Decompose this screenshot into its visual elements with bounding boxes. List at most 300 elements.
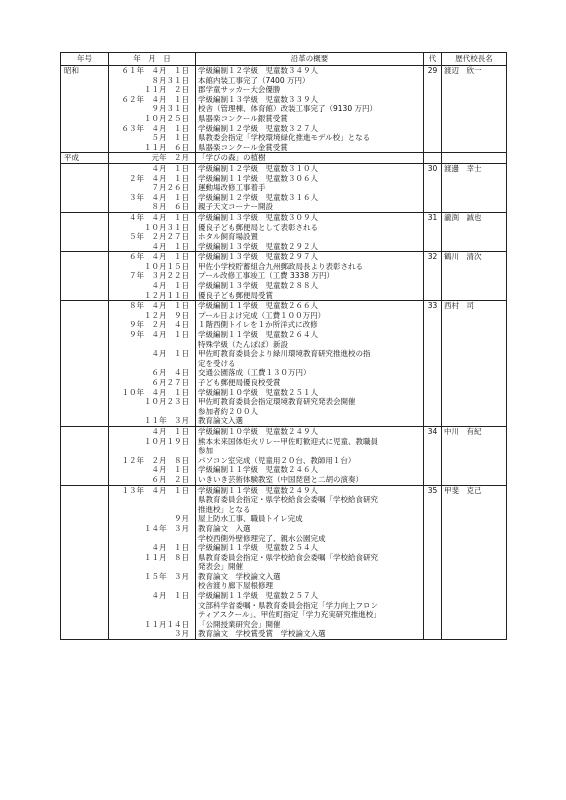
principal-cell: 中川 有紀 bbox=[442, 426, 507, 436]
table-row bbox=[61, 543, 507, 553]
principal-cell: 瀧渕 誠也 bbox=[442, 212, 507, 222]
table-row bbox=[61, 320, 507, 330]
date-cell: １２年 ２月 ８日 bbox=[109, 456, 196, 466]
summary-cell: 運動場改修工事着手 bbox=[196, 183, 424, 193]
era-cell bbox=[61, 124, 109, 134]
era-cell bbox=[61, 95, 109, 105]
date-cell: １０月２５日 bbox=[109, 114, 196, 124]
principal-cell bbox=[442, 349, 507, 359]
table-row bbox=[61, 524, 507, 534]
date-cell: ７年 ３月２２日 bbox=[109, 271, 196, 281]
summary-cell: 学校西側外壁修理完了、親水公園完成 bbox=[196, 534, 424, 544]
date-cell: ４月 １日 bbox=[109, 426, 196, 436]
summary-cell: 屋上防水工事、職員トイレ完成 bbox=[196, 514, 424, 524]
generation-cell bbox=[424, 543, 442, 553]
table-row bbox=[61, 610, 507, 620]
summary-cell: 参加者約２００人 bbox=[196, 407, 424, 417]
principal-cell bbox=[442, 378, 507, 388]
date-cell bbox=[109, 610, 196, 620]
table-row bbox=[61, 242, 507, 252]
table-row bbox=[61, 153, 507, 164]
table-row bbox=[61, 252, 507, 262]
date-cell: ６年 ４月 １日 bbox=[109, 252, 196, 262]
summary-cell: プール日よけ完成（工費１００万円） bbox=[196, 311, 424, 321]
generation-cell bbox=[424, 104, 442, 114]
generation-cell bbox=[424, 183, 442, 193]
table-row bbox=[61, 301, 507, 311]
generation-cell bbox=[424, 629, 442, 639]
principal-cell bbox=[442, 311, 507, 321]
date-cell: １２月 ９日 bbox=[109, 311, 196, 321]
table-row bbox=[61, 291, 507, 301]
table-row bbox=[61, 85, 507, 95]
era-cell bbox=[61, 495, 109, 505]
date-cell: ９年 ２月 ４日 bbox=[109, 320, 196, 330]
summary-cell: ホタル飼育場設置 bbox=[196, 232, 424, 242]
generation-cell bbox=[424, 475, 442, 485]
principal-cell bbox=[442, 437, 507, 447]
date-cell: ９月３１日 bbox=[109, 104, 196, 114]
era-cell bbox=[61, 174, 109, 184]
summary-cell: 校舎（管理棟、体育館）改装工事完了（9130 万円） bbox=[196, 104, 424, 114]
table-row bbox=[61, 388, 507, 398]
table-row bbox=[61, 202, 507, 212]
generation-cell bbox=[424, 581, 442, 591]
generation-cell: 35 bbox=[424, 485, 442, 495]
era-cell bbox=[61, 183, 109, 193]
date-cell: ６月 ４日 bbox=[109, 368, 196, 378]
date-cell bbox=[109, 534, 196, 544]
era-cell bbox=[61, 163, 109, 173]
summary-cell: 県教委会指定「学校環境緑化推進モデル校」となる bbox=[196, 133, 424, 143]
generation-cell bbox=[424, 591, 442, 601]
generation-cell bbox=[424, 262, 442, 272]
principal-cell bbox=[442, 397, 507, 407]
summary-cell: 県器楽コンクール銀賞受賞 bbox=[196, 114, 424, 124]
principal-cell bbox=[442, 133, 507, 143]
era-cell bbox=[61, 572, 109, 582]
principal-cell bbox=[442, 262, 507, 272]
generation-cell bbox=[424, 572, 442, 582]
principal-cell: 渡邊 幸士 bbox=[442, 163, 507, 173]
date-cell bbox=[109, 495, 196, 505]
era-cell bbox=[61, 505, 109, 515]
summary-cell: 学級編制１０学級 児童数２４９人 bbox=[196, 426, 424, 436]
date-cell: １１年 ３月 bbox=[109, 416, 196, 426]
principal-cell bbox=[442, 388, 507, 398]
generation-cell bbox=[424, 281, 442, 291]
table-row bbox=[61, 76, 507, 86]
summary-cell: 交通公園落成（工費１３０万円） bbox=[196, 368, 424, 378]
table-row bbox=[61, 193, 507, 203]
date-cell: １０月３１日 bbox=[109, 223, 196, 233]
generation-cell bbox=[424, 202, 442, 212]
summary-cell: 優良子ども郵便局として表彰される bbox=[196, 223, 424, 233]
date-cell: ５月 １日 bbox=[109, 133, 196, 143]
table-row bbox=[61, 163, 507, 173]
summary-cell: 学級編制１３学級 児童数３３９人 bbox=[196, 95, 424, 105]
summary-cell: プール改修工事竣工（工費 3338 万円） bbox=[196, 271, 424, 281]
table-row bbox=[61, 397, 507, 407]
generation-cell bbox=[424, 124, 442, 134]
date-cell bbox=[109, 446, 196, 456]
table-row bbox=[61, 349, 507, 359]
principal-cell bbox=[442, 85, 507, 95]
summary-cell: 教育論文入選 bbox=[196, 416, 424, 426]
table-row bbox=[61, 591, 507, 601]
date-cell: ５年 ２月２７日 bbox=[109, 232, 196, 242]
principal-cell bbox=[442, 514, 507, 524]
era-cell bbox=[61, 553, 109, 563]
date-cell: ８年 ４月 １日 bbox=[109, 301, 196, 311]
era-cell bbox=[61, 262, 109, 272]
principal-cell bbox=[442, 183, 507, 193]
era-cell bbox=[61, 426, 109, 436]
date-cell bbox=[109, 505, 196, 515]
principal-cell: 西村 司 bbox=[442, 301, 507, 311]
date-cell: ４月 １日 bbox=[109, 242, 196, 252]
era-cell bbox=[61, 252, 109, 262]
summary-cell: パソコン室完成（児童用２０台、教師用１台） bbox=[196, 456, 424, 466]
era-cell bbox=[61, 202, 109, 212]
principal-cell bbox=[442, 446, 507, 456]
table-row bbox=[61, 505, 507, 515]
era-cell bbox=[61, 311, 109, 321]
date-cell: １０月２３日 bbox=[109, 397, 196, 407]
era-cell bbox=[61, 330, 109, 340]
principal-cell bbox=[442, 291, 507, 301]
generation-cell bbox=[424, 76, 442, 86]
date-cell: １１月 ８日 bbox=[109, 553, 196, 563]
principal-cell bbox=[442, 340, 507, 350]
table-row bbox=[61, 311, 507, 321]
generation-cell bbox=[424, 505, 442, 515]
date-cell: ３月 bbox=[109, 629, 196, 639]
era-cell bbox=[61, 271, 109, 281]
principal-cell bbox=[442, 407, 507, 417]
summary-cell: 文部科学省委嘱・県教育委員会指定「学力向上フロン bbox=[196, 601, 424, 611]
principal-cell bbox=[442, 572, 507, 582]
date-cell: １０月１５日 bbox=[109, 262, 196, 272]
principal-cell bbox=[442, 174, 507, 184]
summary-cell: 学級編制１３学級 児童数２９７人 bbox=[196, 252, 424, 262]
date-cell: ４月 １日 bbox=[109, 465, 196, 475]
principal-cell bbox=[442, 629, 507, 639]
principal-cell bbox=[442, 456, 507, 466]
date-cell: ７月２６日 bbox=[109, 183, 196, 193]
era-cell bbox=[61, 534, 109, 544]
table-row bbox=[61, 514, 507, 524]
generation-cell bbox=[424, 397, 442, 407]
principal-cell bbox=[442, 543, 507, 553]
generation-cell bbox=[424, 330, 442, 340]
table-row bbox=[61, 553, 507, 563]
principal-cell bbox=[442, 610, 507, 620]
principal-cell bbox=[442, 359, 507, 369]
summary-cell: 学級編制１１学級 児童数２５４人 bbox=[196, 543, 424, 553]
principal-cell bbox=[442, 271, 507, 281]
generation-cell bbox=[424, 133, 442, 143]
generation-cell bbox=[424, 495, 442, 505]
generation-cell bbox=[424, 114, 442, 124]
principal-cell bbox=[442, 416, 507, 426]
summary-cell: いきいき芸術体験教室（中国琵琶と二胡の演奏） bbox=[196, 475, 424, 485]
table-row bbox=[61, 620, 507, 630]
table-row bbox=[61, 475, 507, 485]
era-cell bbox=[61, 212, 109, 222]
table-row bbox=[61, 330, 507, 340]
summary-cell: ティアスクール」、甲佐町指定「学力充実研究推進校」 bbox=[196, 610, 424, 620]
summary-cell: 熊本未来国体炬火リレー甲佐町歓迎式に児童、教職員 bbox=[196, 437, 424, 447]
date-cell: ６月 ２日 bbox=[109, 475, 196, 485]
generation-cell bbox=[424, 456, 442, 466]
table-row bbox=[61, 124, 507, 134]
era-cell bbox=[61, 514, 109, 524]
summary-cell: 学級編制１１学級 児童数２４６人 bbox=[196, 465, 424, 475]
principal-cell bbox=[442, 620, 507, 630]
summary-cell: 学級編制１２学級 児童数３１６人 bbox=[196, 193, 424, 203]
principal-cell bbox=[442, 223, 507, 233]
date-cell: ６月２７日 bbox=[109, 378, 196, 388]
principal-cell bbox=[442, 601, 507, 611]
date-cell bbox=[109, 601, 196, 611]
summary-cell: 学級編制１３学級 児童数３０９人 bbox=[196, 212, 424, 222]
era-cell bbox=[61, 407, 109, 417]
table-row bbox=[61, 485, 507, 495]
summary-cell: 教育論文 入選 bbox=[196, 524, 424, 534]
generation-cell bbox=[424, 407, 442, 417]
principal-cell bbox=[442, 281, 507, 291]
era-cell bbox=[61, 349, 109, 359]
summary-cell: 参加 bbox=[196, 446, 424, 456]
table-row bbox=[61, 232, 507, 242]
era-cell bbox=[61, 193, 109, 203]
date-cell bbox=[109, 581, 196, 591]
generation-cell bbox=[424, 242, 442, 252]
table-row bbox=[61, 581, 507, 591]
date-cell: １３年 ４月 １日 bbox=[109, 485, 196, 495]
era-cell bbox=[61, 465, 109, 475]
era-cell bbox=[61, 301, 109, 311]
summary-cell: 学級編制１１学級 児童数３０６人 bbox=[196, 174, 424, 184]
summary-cell: 学級編制１１学級 児童数２６４人 bbox=[196, 330, 424, 340]
era-cell bbox=[61, 232, 109, 242]
principal-cell bbox=[442, 505, 507, 515]
summary-cell: 甲佐町教育委員会指定環境教育研究発表会開催 bbox=[196, 397, 424, 407]
summary-cell: 県教育委員会指定・県学校給食会委嘱「学校給食研究 bbox=[196, 495, 424, 505]
date-cell: ６３年 ４月 １日 bbox=[109, 124, 196, 134]
era-cell bbox=[61, 320, 109, 330]
summary-cell: 本館内装工事完了（7400 万円） bbox=[196, 76, 424, 86]
principal-cell bbox=[442, 153, 507, 164]
generation-cell bbox=[424, 349, 442, 359]
header-era: 年号 bbox=[61, 53, 109, 66]
summary-cell: 学級編制１２学級 児童数３４９人 bbox=[196, 66, 424, 76]
date-cell: １０月１９日 bbox=[109, 437, 196, 447]
summary-cell: 学級編制１１学級 児童数２６６人 bbox=[196, 301, 424, 311]
table-row bbox=[61, 534, 507, 544]
principal-cell bbox=[442, 193, 507, 203]
summary-cell: 学級編制１２学級 児童数３２７人 bbox=[196, 124, 424, 134]
summary-cell: 学級編制１２学級 児童数３１０人 bbox=[196, 163, 424, 173]
table-row bbox=[61, 426, 507, 436]
table-row bbox=[61, 359, 507, 369]
principal-cell bbox=[442, 562, 507, 572]
date-cell: ８月３１日 bbox=[109, 76, 196, 86]
summary-cell: 学級編制１１学級 児童数２４９人 bbox=[196, 485, 424, 495]
era-cell bbox=[61, 416, 109, 426]
generation-cell bbox=[424, 620, 442, 630]
principal-cell bbox=[442, 114, 507, 124]
era-cell: 昭和 bbox=[61, 66, 109, 76]
era-cell bbox=[61, 562, 109, 572]
era-cell bbox=[61, 543, 109, 553]
date-cell bbox=[109, 340, 196, 350]
era-cell bbox=[61, 340, 109, 350]
generation-cell: 29 bbox=[424, 66, 442, 76]
principal-cell bbox=[442, 524, 507, 534]
era-cell bbox=[61, 388, 109, 398]
era-cell bbox=[61, 104, 109, 114]
generation-cell bbox=[424, 562, 442, 572]
principal-cell bbox=[442, 320, 507, 330]
generation-cell bbox=[424, 368, 442, 378]
generation-cell: 34 bbox=[424, 426, 442, 436]
table-row bbox=[61, 629, 507, 639]
generation-cell bbox=[424, 416, 442, 426]
principal-cell bbox=[442, 76, 507, 86]
date-cell: ４年 ４月 １日 bbox=[109, 212, 196, 222]
table-row bbox=[61, 368, 507, 378]
date-cell: ６２年 ４月 １日 bbox=[109, 95, 196, 105]
generation-cell bbox=[424, 271, 442, 281]
table-row bbox=[61, 262, 507, 272]
era-cell bbox=[61, 591, 109, 601]
table-row bbox=[61, 340, 507, 350]
generation-cell bbox=[424, 85, 442, 95]
generation-cell bbox=[424, 534, 442, 544]
generation-cell bbox=[424, 465, 442, 475]
header-principal: 歴代校長名 bbox=[442, 53, 507, 66]
table-row bbox=[61, 281, 507, 291]
table-body bbox=[61, 66, 507, 640]
table-row bbox=[61, 114, 507, 124]
table-row bbox=[61, 174, 507, 184]
era-cell bbox=[61, 629, 109, 639]
generation-cell bbox=[424, 320, 442, 330]
table-row bbox=[61, 143, 507, 153]
era-cell bbox=[61, 475, 109, 485]
date-cell: １２月１１日 bbox=[109, 291, 196, 301]
principal-cell bbox=[442, 95, 507, 105]
date-cell bbox=[109, 407, 196, 417]
principal-cell bbox=[442, 202, 507, 212]
summary-cell: １階西側トイレを１か所洋式に改修 bbox=[196, 320, 424, 330]
era-cell bbox=[61, 601, 109, 611]
summary-cell: 「学びの森」の植樹 bbox=[196, 153, 424, 164]
table-row bbox=[61, 223, 507, 233]
generation-cell bbox=[424, 143, 442, 153]
generation-cell bbox=[424, 524, 442, 534]
table-row bbox=[61, 456, 507, 466]
table-row bbox=[61, 437, 507, 447]
table-row bbox=[61, 378, 507, 388]
era-cell bbox=[61, 581, 109, 591]
generation-cell bbox=[424, 223, 442, 233]
principal-cell bbox=[442, 534, 507, 544]
date-cell bbox=[109, 359, 196, 369]
principal-cell bbox=[442, 368, 507, 378]
table-row bbox=[61, 465, 507, 475]
date-cell: １１月 ６日 bbox=[109, 143, 196, 153]
header-generation: 代 bbox=[424, 53, 442, 66]
era-cell bbox=[61, 223, 109, 233]
table-row bbox=[61, 271, 507, 281]
table-row bbox=[61, 133, 507, 143]
principal-cell bbox=[442, 232, 507, 242]
generation-cell: 31 bbox=[424, 212, 442, 222]
generation-cell bbox=[424, 446, 442, 456]
generation-cell bbox=[424, 514, 442, 524]
date-cell: ８月 ６日 bbox=[109, 202, 196, 212]
date-cell bbox=[109, 562, 196, 572]
summary-cell: 県器楽コンクール金賞受賞 bbox=[196, 143, 424, 153]
generation-cell: 33 bbox=[424, 301, 442, 311]
generation-cell bbox=[424, 153, 442, 164]
table-row bbox=[61, 495, 507, 505]
date-cell: ９月 bbox=[109, 514, 196, 524]
summary-cell: 教育論文 学校論文入選 bbox=[196, 572, 424, 582]
summary-cell: 学級編制１３学級 児童数２９２人 bbox=[196, 242, 424, 252]
date-cell: ４月 １日 bbox=[109, 281, 196, 291]
date-cell: ４月 １日 bbox=[109, 543, 196, 553]
date-cell: ９年 ４月 １日 bbox=[109, 330, 196, 340]
principal-cell bbox=[442, 465, 507, 475]
era-cell bbox=[61, 446, 109, 456]
generation-cell bbox=[424, 193, 442, 203]
header-date: 年 月 日 bbox=[109, 53, 196, 66]
date-cell: １５年 ３月 bbox=[109, 572, 196, 582]
table-row bbox=[61, 95, 507, 105]
era-cell bbox=[61, 524, 109, 534]
principal-cell bbox=[442, 495, 507, 505]
date-cell: 元年 ２月 bbox=[109, 153, 196, 164]
table-row bbox=[61, 183, 507, 193]
era-cell bbox=[61, 133, 109, 143]
generation-cell: 30 bbox=[424, 163, 442, 173]
table-row bbox=[61, 66, 507, 76]
principal-cell bbox=[442, 104, 507, 114]
principal-cell: 鶴川 清次 bbox=[442, 252, 507, 262]
date-cell: ４月 １日 bbox=[109, 591, 196, 601]
summary-cell: 甲佐小学校貯蓄組合九州郵政局長より表彰される bbox=[196, 262, 424, 272]
era-cell bbox=[61, 397, 109, 407]
date-cell: １４年 ３月 bbox=[109, 524, 196, 534]
generation-cell bbox=[424, 95, 442, 105]
generation-cell bbox=[424, 601, 442, 611]
era-cell bbox=[61, 281, 109, 291]
summary-cell: 発表会」開催 bbox=[196, 562, 424, 572]
era-cell bbox=[61, 359, 109, 369]
generation-cell bbox=[424, 553, 442, 563]
principal-cell bbox=[442, 475, 507, 485]
era-cell bbox=[61, 242, 109, 252]
principal-cell: 渡辺 欣一 bbox=[442, 66, 507, 76]
era-cell bbox=[61, 437, 109, 447]
table-row bbox=[61, 572, 507, 582]
era-cell bbox=[61, 610, 109, 620]
era-cell bbox=[61, 485, 109, 495]
